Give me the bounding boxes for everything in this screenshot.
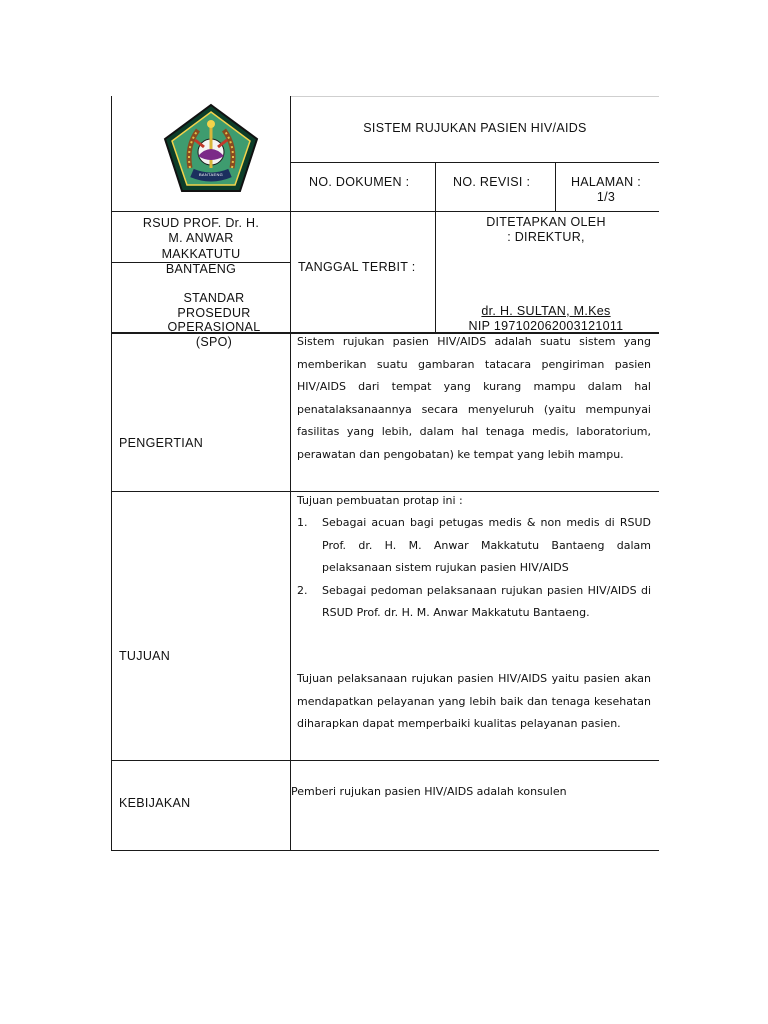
header-title-divider	[290, 162, 659, 163]
halaman-value: 1/3	[596, 190, 616, 204]
hospital-name	[112, 216, 290, 277]
tanggal-terbit-label: TANGGAL TERBIT :	[298, 260, 416, 274]
signatory-nip: NIP 197102062003121011	[468, 318, 624, 333]
tujuan-item-number: 1.	[297, 516, 308, 529]
document-type-line: STANDAR	[183, 291, 245, 305]
document-type-line: OPERASIONAL	[167, 320, 261, 335]
no-dokumen-label: NO. DOKUMEN :	[309, 175, 410, 189]
tujuan-list-item	[297, 512, 651, 580]
direktur-label: : DIREKTUR,	[507, 230, 585, 244]
logo-text: BANTAENG	[198, 172, 224, 177]
hospital-name-line: M. ANWAR	[168, 231, 234, 246]
hospital-name-line: MAKKATUTU	[161, 246, 241, 261]
outer-left-border	[111, 96, 112, 851]
hospital-logo	[162, 102, 260, 194]
document-type	[112, 291, 316, 350]
tujuan-closing: Tujuan pelaksanaan rujukan pasien HIV/AIDS yaitu pasien akan mendapatkan pelayanan yang lebih baik dan tenaga kesehatan diharapkan dapat memperbaiki kualitas pelayanan pasien.	[297, 672, 651, 730]
top-border	[291, 96, 659, 97]
signatory-name: dr. H. SULTAN, M.Kes	[481, 304, 611, 318]
document-title: SISTEM RUJUKAN PASIEN HIV/AIDS	[363, 121, 587, 135]
hospital-name-line: BANTAENG	[165, 261, 237, 276]
document-type-line: PROSEDUR	[177, 305, 251, 320]
column-divider	[290, 96, 291, 851]
ditetapkan-label: DITETAPKAN OLEH	[486, 215, 606, 229]
tujuan-list-item	[297, 580, 651, 625]
signatory-block	[436, 304, 656, 333]
tujuan-content	[297, 490, 651, 625]
pengertian-text: Sistem rujukan pasien HIV/AIDS adalah suatu sistem yang memberikan suatu gambaran tatacara pengiriman pasien HIV/AIDS dari tempat yang kurang mampu dalam hal penatalaksanaannya secara menyeluruh (yaitu mempunyai fasilitas yang lebih, dalam hal tenaga medis, laboratorium, perawatan dan pengobatan) ke tempat yang lebih mampu.	[297, 335, 651, 461]
bantaeng-emblem-icon	[162, 102, 260, 194]
kebijakan-label: KEBIJAKAN	[119, 796, 191, 810]
halaman-cell	[556, 175, 656, 205]
tujuan-intro: Tujuan pembuatan protap ini :	[297, 494, 463, 507]
document-type-line: (SPO)	[195, 335, 233, 350]
tujuan-bottom-divider	[111, 760, 659, 761]
table-bottom-border	[111, 850, 659, 851]
pengertian-label: PENGERTIAN	[119, 436, 204, 450]
tujuan-item-number: 2.	[297, 583, 308, 597]
tujuan-item-text: Sebagai acuan bagi petugas medis & non medis di RSUD Prof. dr. H. M. Anwar Makkatutu Bantaeng dalam pelaksanaan sistem rujukan pasien HIV/AIDS	[322, 516, 651, 574]
halaman-label: HALAMAN :	[570, 175, 642, 189]
header-bottom-divider	[111, 211, 659, 212]
no-revisi-label: NO. REVISI :	[453, 175, 531, 189]
kebijakan-text: Pemberi rujukan pasien HIV/AIDS adalah konsulen	[291, 785, 567, 798]
tujuan-label: TUJUAN	[119, 649, 171, 663]
hospital-name-line: RSUD PROF. Dr. H.	[142, 216, 260, 230]
ditetapkan-block	[436, 215, 656, 245]
tujuan-item-text: Sebagai pedoman pelaksanaan rujukan pasien HIV/AIDS di RSUD Prof. dr. H. M. Anwar Makkatutu Bantaeng.	[322, 583, 651, 619]
